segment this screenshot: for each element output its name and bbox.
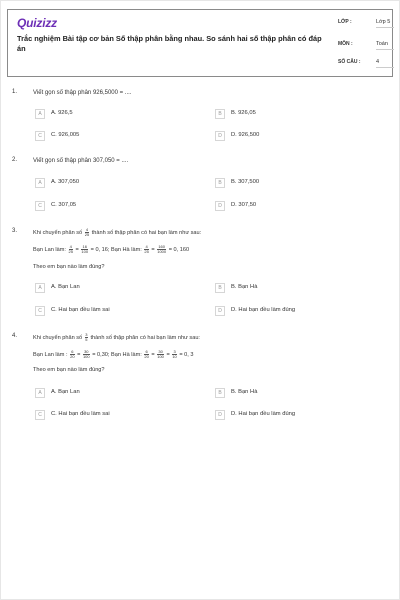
option-letter-box: D <box>215 201 225 211</box>
fraction-denominator: 1000 <box>157 249 167 254</box>
fraction-numerator: 6 <box>71 349 74 354</box>
fraction-numerator: 3 <box>173 349 176 354</box>
question-text-before: Khi chuyển phân số <box>33 334 83 341</box>
fraction-numerator: 3 <box>85 332 88 337</box>
question-number: 4. <box>12 333 18 339</box>
meta-subject <box>338 39 396 57</box>
fraction-numerator: 30 <box>84 349 89 354</box>
option-letter-box: D <box>215 410 225 420</box>
quiz-title: Trắc nghiệm Bài tập cơ bản Số thập phân bằng nhau. So sánh hai số thập phân có đáp án <box>17 34 322 53</box>
fraction-numerator: 4 <box>145 244 148 249</box>
fraction <box>69 245 73 254</box>
header-box <box>7 9 393 77</box>
option-letter-box: C <box>35 410 45 420</box>
option-letter-box: C <box>35 131 45 141</box>
option-letter-box: B <box>215 283 225 293</box>
fraction-numerator: 160 <box>158 244 166 249</box>
option-text: A. Bạn Lan <box>51 389 80 395</box>
fraction-denominator: 20 <box>70 354 75 359</box>
question-text-after: thành số thập phân có hai bạn làm như sau: <box>91 229 202 236</box>
solution-line <box>33 245 189 254</box>
option-letter-box: A <box>35 109 45 119</box>
option-letter-box: A <box>35 388 45 398</box>
question-text-before: Khi chuyển phân số <box>33 229 83 236</box>
meta-grade-value: Lớp 5 <box>376 19 394 28</box>
fraction-denominator: 25 <box>84 232 90 237</box>
lan-label: Bạn Lan làm : <box>33 351 68 358</box>
question-text-after: thành số thập phân có hai bạn làm như sau: <box>90 334 200 341</box>
option-text: D. 926,500 <box>231 132 260 138</box>
meta-subject-value: Toán <box>376 41 394 50</box>
option-text: D. 307,50 <box>231 202 257 208</box>
equals-sign: = <box>75 246 79 253</box>
option-text: A. 307,050 <box>51 179 80 185</box>
lan-result: = 0,30; Bạn Hà làm: <box>92 351 142 358</box>
option-text: C. Hai bạn đều làm sai <box>51 411 110 417</box>
meta-panel <box>338 17 396 75</box>
lan-result: = 0, 16; Bạn Hà làm: <box>90 246 142 253</box>
fraction-denominator: 5 <box>85 337 88 342</box>
option-letter-box: B <box>215 109 225 119</box>
fraction-denominator: 25 <box>144 249 149 254</box>
option-letter-box: B <box>215 178 225 188</box>
option-text: C. 307,05 <box>51 202 77 208</box>
option-letter-box: D <box>215 131 225 141</box>
option-letter-box: A <box>35 283 45 293</box>
option-letter-box: D <box>215 306 225 316</box>
fraction-denominator: 100 <box>82 354 90 359</box>
fraction <box>70 350 74 359</box>
meta-grade-label: LỚP : <box>338 19 352 25</box>
lan-label: Bạn Lan làm: <box>33 246 66 253</box>
fraction-numerator: 6 <box>145 349 148 354</box>
question-text: Viết gọn số thập phân 926,5000 = .... <box>33 90 132 96</box>
quizizz-logo: Quizizz <box>17 16 57 30</box>
fraction <box>83 350 90 359</box>
option-text: B. 307,500 <box>231 179 260 185</box>
fraction-numerator: 30 <box>158 349 163 354</box>
fraction <box>81 245 88 254</box>
fraction <box>157 350 164 359</box>
question-text <box>33 333 200 342</box>
option-text: C. Hai bạn đều làm sai <box>51 307 110 313</box>
question-text: Viết gọn số thập phân 307,050 = .... <box>33 158 129 164</box>
meta-subject-label: MÔN : <box>338 41 353 47</box>
follow-up-question: Theo em bạn nào làm đúng? <box>33 367 105 373</box>
option-text: D. Hai bạn đều làm đúng <box>231 307 296 313</box>
equals-sign: = <box>77 351 81 358</box>
option-letter-box: C <box>35 306 45 316</box>
fraction <box>172 350 176 359</box>
fraction <box>85 228 89 237</box>
fraction-numerator: 4 <box>85 227 89 232</box>
follow-up-question: Theo em bạn nào làm đúng? <box>33 264 105 270</box>
fraction <box>85 333 88 342</box>
meta-count-value: 4 <box>376 59 394 68</box>
meta-grade <box>338 17 396 35</box>
option-letter-box: C <box>35 201 45 211</box>
fraction-denominator: 100 <box>157 354 164 359</box>
question-number: 3. <box>12 228 18 234</box>
question-text <box>33 228 201 237</box>
option-text: B. 926,05 <box>231 110 256 116</box>
question-number: 2. <box>12 157 18 163</box>
fraction <box>157 245 166 254</box>
option-text: B. Bạn Hà <box>231 284 258 290</box>
equals-sign: = <box>166 351 170 358</box>
meta-count <box>338 57 396 75</box>
option-text: D. Hai bạn đều làm đúng <box>231 411 296 417</box>
equals-sign: = <box>151 246 155 253</box>
option-letter-box: A <box>35 178 45 188</box>
fraction-denominator: 25 <box>68 249 73 254</box>
ha-result: = 0, 160 <box>168 246 190 253</box>
meta-count-label: SỐ CÂU : <box>338 59 361 65</box>
option-text: A. 926,5 <box>51 110 73 116</box>
ha-result: = 0, 3 <box>179 351 194 358</box>
option-text: C. 926,005 <box>51 132 80 138</box>
fraction <box>144 350 148 359</box>
option-text: A. Bạn Lan <box>51 284 80 290</box>
fraction-denominator: 10 <box>172 354 177 359</box>
fraction-numerator: 4 <box>69 244 72 249</box>
fraction-denominator: 100 <box>81 249 89 254</box>
option-text: B. Bạn Hà <box>231 389 258 395</box>
fraction-denominator: 20 <box>144 354 149 359</box>
solution-line <box>33 350 194 359</box>
equals-sign: = <box>151 351 155 358</box>
fraction-numerator: 16 <box>82 244 87 249</box>
option-letter-box: B <box>215 388 225 398</box>
question-number: 1. <box>12 89 18 95</box>
fraction <box>144 245 148 254</box>
